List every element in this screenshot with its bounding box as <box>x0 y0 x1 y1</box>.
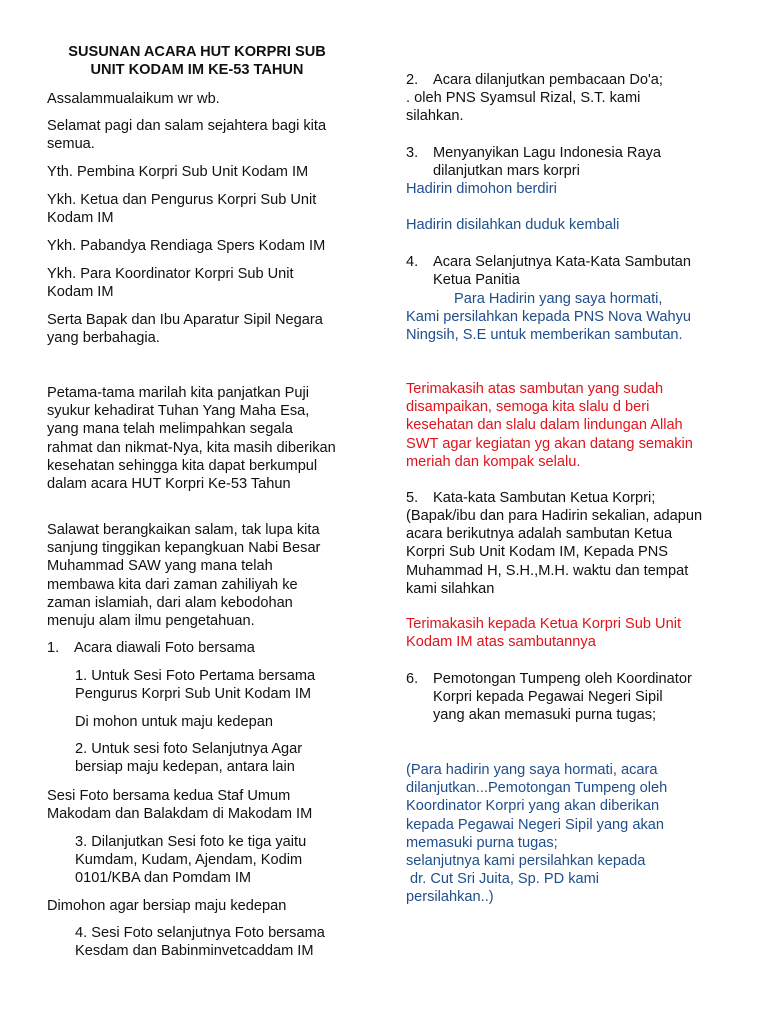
instruction-sit: Hadirin disilahkan duduk kembali <box>406 217 620 233</box>
greeting: Assalammualaikum wr wb. <box>47 91 220 107</box>
closing-line-7: dr. Cut Sri Juita, Sp. PD kami <box>406 871 600 888</box>
photo-instruction-2: Dimohon agar bersiap maju kedepan <box>47 898 287 914</box>
agenda-item-2 <box>406 71 706 89</box>
photo-instruction-1: Di mohon untuk maju kedepan <box>75 714 273 730</box>
closing-line-4: kepada Pegawai Negeri Sipil yang akan <box>406 816 664 833</box>
agenda-item-3 <box>406 144 706 180</box>
thanks-committee-speech: Terimakasih atas sambutan yang sudah disampaikan, semoga kita slalu d beri kesehatan dan slalu dalam lindungan Allah SWT agar kegiatan yg akan datang semakin meriah dan kompak selalu. <box>406 381 693 470</box>
instruction-stand: Hadirin dimohon berdiri <box>406 181 557 197</box>
committee-speech-invitation: Para Hadirin yang saya hormati, Kami persilahkan kepada PNS Nova Wahyu Ningsih, S.E untuk memberikan sambutan. <box>406 291 691 344</box>
agenda-item-2-text: Acara dilanjutkan pembacaan Do'a; <box>433 72 663 88</box>
salutation-ykh-pabandya: Ykh. Pabandya Rendiaga Spers Kodam IM <box>47 238 326 254</box>
document-title <box>47 43 347 79</box>
agenda-item-6-number: 6. <box>406 671 419 687</box>
agenda-item-1 <box>47 639 347 657</box>
salutation-asn: Serta Bapak dan Ibu Aparatur Sipil Negara yang berbahagia. <box>47 312 323 347</box>
agenda-item-2-detail: . oleh PNS Syamsul Rizal, S.T. kami silahkan. <box>406 90 641 125</box>
photo-session-2: 2. Untuk sesi foto Selanjutnya Agar bersiap maju kedepan, antara lain <box>75 741 303 776</box>
tumpeng-closing-remarks <box>406 761 706 907</box>
salawat-paragraph: Salawat berangkaikan salam, tak lupa kita sanjung tinggikan kepangkuan Nabi Besar Muhammad SAW yang mana telah membawa kita dari zaman zahiliyah ke zaman islamiah, dari alam kebodohan menuju alam ilmu pengetahuan. <box>47 522 321 630</box>
closing-line-1: (Para hadirin yang saya hormati, acara <box>406 762 658 778</box>
thanks-chairman-speech: Terimakasih kepada Ketua Korpri Sub Unit Kodam IM atas sambutannya <box>406 616 681 651</box>
photo-session-4: 4. Sesi Foto selanjutnya Foto bersama Kesdam dan Babinminvetcaddam IM <box>75 925 325 960</box>
agenda-item-3-text: Menyanyikan Lagu Indonesia Raya dilanjutkan mars korpri <box>433 145 661 180</box>
photo-session-3: 3. Dilanjutkan Sesi foto ke tiga yaitu Kumdam, Kudam, Ajendam, Kodim 0101/KBA dan Pomdam IM <box>75 834 307 887</box>
agenda-item-2-number: 2. <box>406 72 419 88</box>
salutation-yth-pembina: Yth. Pembina Korpri Sub Unit Kodam IM <box>47 164 309 180</box>
title-line-2: UNIT KODAM IM KE-53 TAHUN <box>90 62 304 79</box>
opening-praise-paragraph: Petama-tama marilah kita panjatkan Puji syukur kehadirat Tuhan Yang Maha Esa, yang mana telah melimpahkan segala rahmat dan nikmat-Nya, kita masih diberikan kesehatan sehingga kita dapat berkumpul dalam acara HUT Korpri Ke-53 Tahun <box>47 385 336 493</box>
photo-session-staff: Sesi Foto bersama kedua Staf Umum Makodam dan Balakdam di Makodam IM <box>47 788 313 823</box>
morning-greeting: Selamat pagi dan salam sejahtera bagi kita semua. <box>47 118 327 153</box>
closing-line-5: memasuki purna tugas; <box>406 834 558 851</box>
agenda-item-5-detail: (Bapak/ibu dan para Hadirin sekalian, adapun acara berikutnya adalah sambutan Ketua Korpri Sub Unit Kodam IM, Kepada PNS Muhammad H, S.H.,M.H. waktu dan tempat kami silahkan <box>406 508 703 597</box>
agenda-item-6-text: Pemotongan Tumpeng oleh Koordinator Korpri kepada Pegawai Negeri Sipil yang akan memasuki purna tugas; <box>433 671 692 724</box>
agenda-item-3-number: 3. <box>406 145 419 161</box>
closing-line-8: persilahkan..) <box>406 889 494 906</box>
closing-line-2: dilanjutkan...Pemotongan Tumpeng oleh <box>406 780 668 797</box>
agenda-item-4-number: 4. <box>406 254 419 270</box>
salutation-ykh-koordinator: Ykh. Para Koordinator Korpri Sub Unit Kodam IM <box>47 266 294 301</box>
agenda-item-4-text: Acara Selanjutnya Kata-Kata Sambutan Ketua Panitia <box>433 254 691 289</box>
photo-session-1: 1. Untuk Sesi Foto Pertama bersama Pengurus Korpri Sub Unit Kodam IM <box>75 668 316 703</box>
agenda-item-1-number: 1. <box>47 640 60 656</box>
agenda-item-4 <box>406 253 706 289</box>
agenda-item-6 <box>406 670 706 725</box>
agenda-item-5-number: 5. <box>406 490 419 506</box>
closing-line-3: Koordinator Korpri yang akan diberikan <box>406 798 660 815</box>
salutation-ykh-ketua: Ykh. Ketua dan Pengurus Korpri Sub Unit Kodam IM <box>47 192 317 227</box>
agenda-item-1-text: Acara diawali Foto bersama <box>74 640 255 656</box>
title-line-1: SUSUNAN ACARA HUT KORPRI SUB <box>68 44 326 60</box>
agenda-item-5 <box>406 489 706 507</box>
closing-line-6: selanjutnya kami persilahkan kepada <box>406 853 646 870</box>
agenda-item-5-text: Kata-kata Sambutan Ketua Korpri; <box>433 490 656 506</box>
